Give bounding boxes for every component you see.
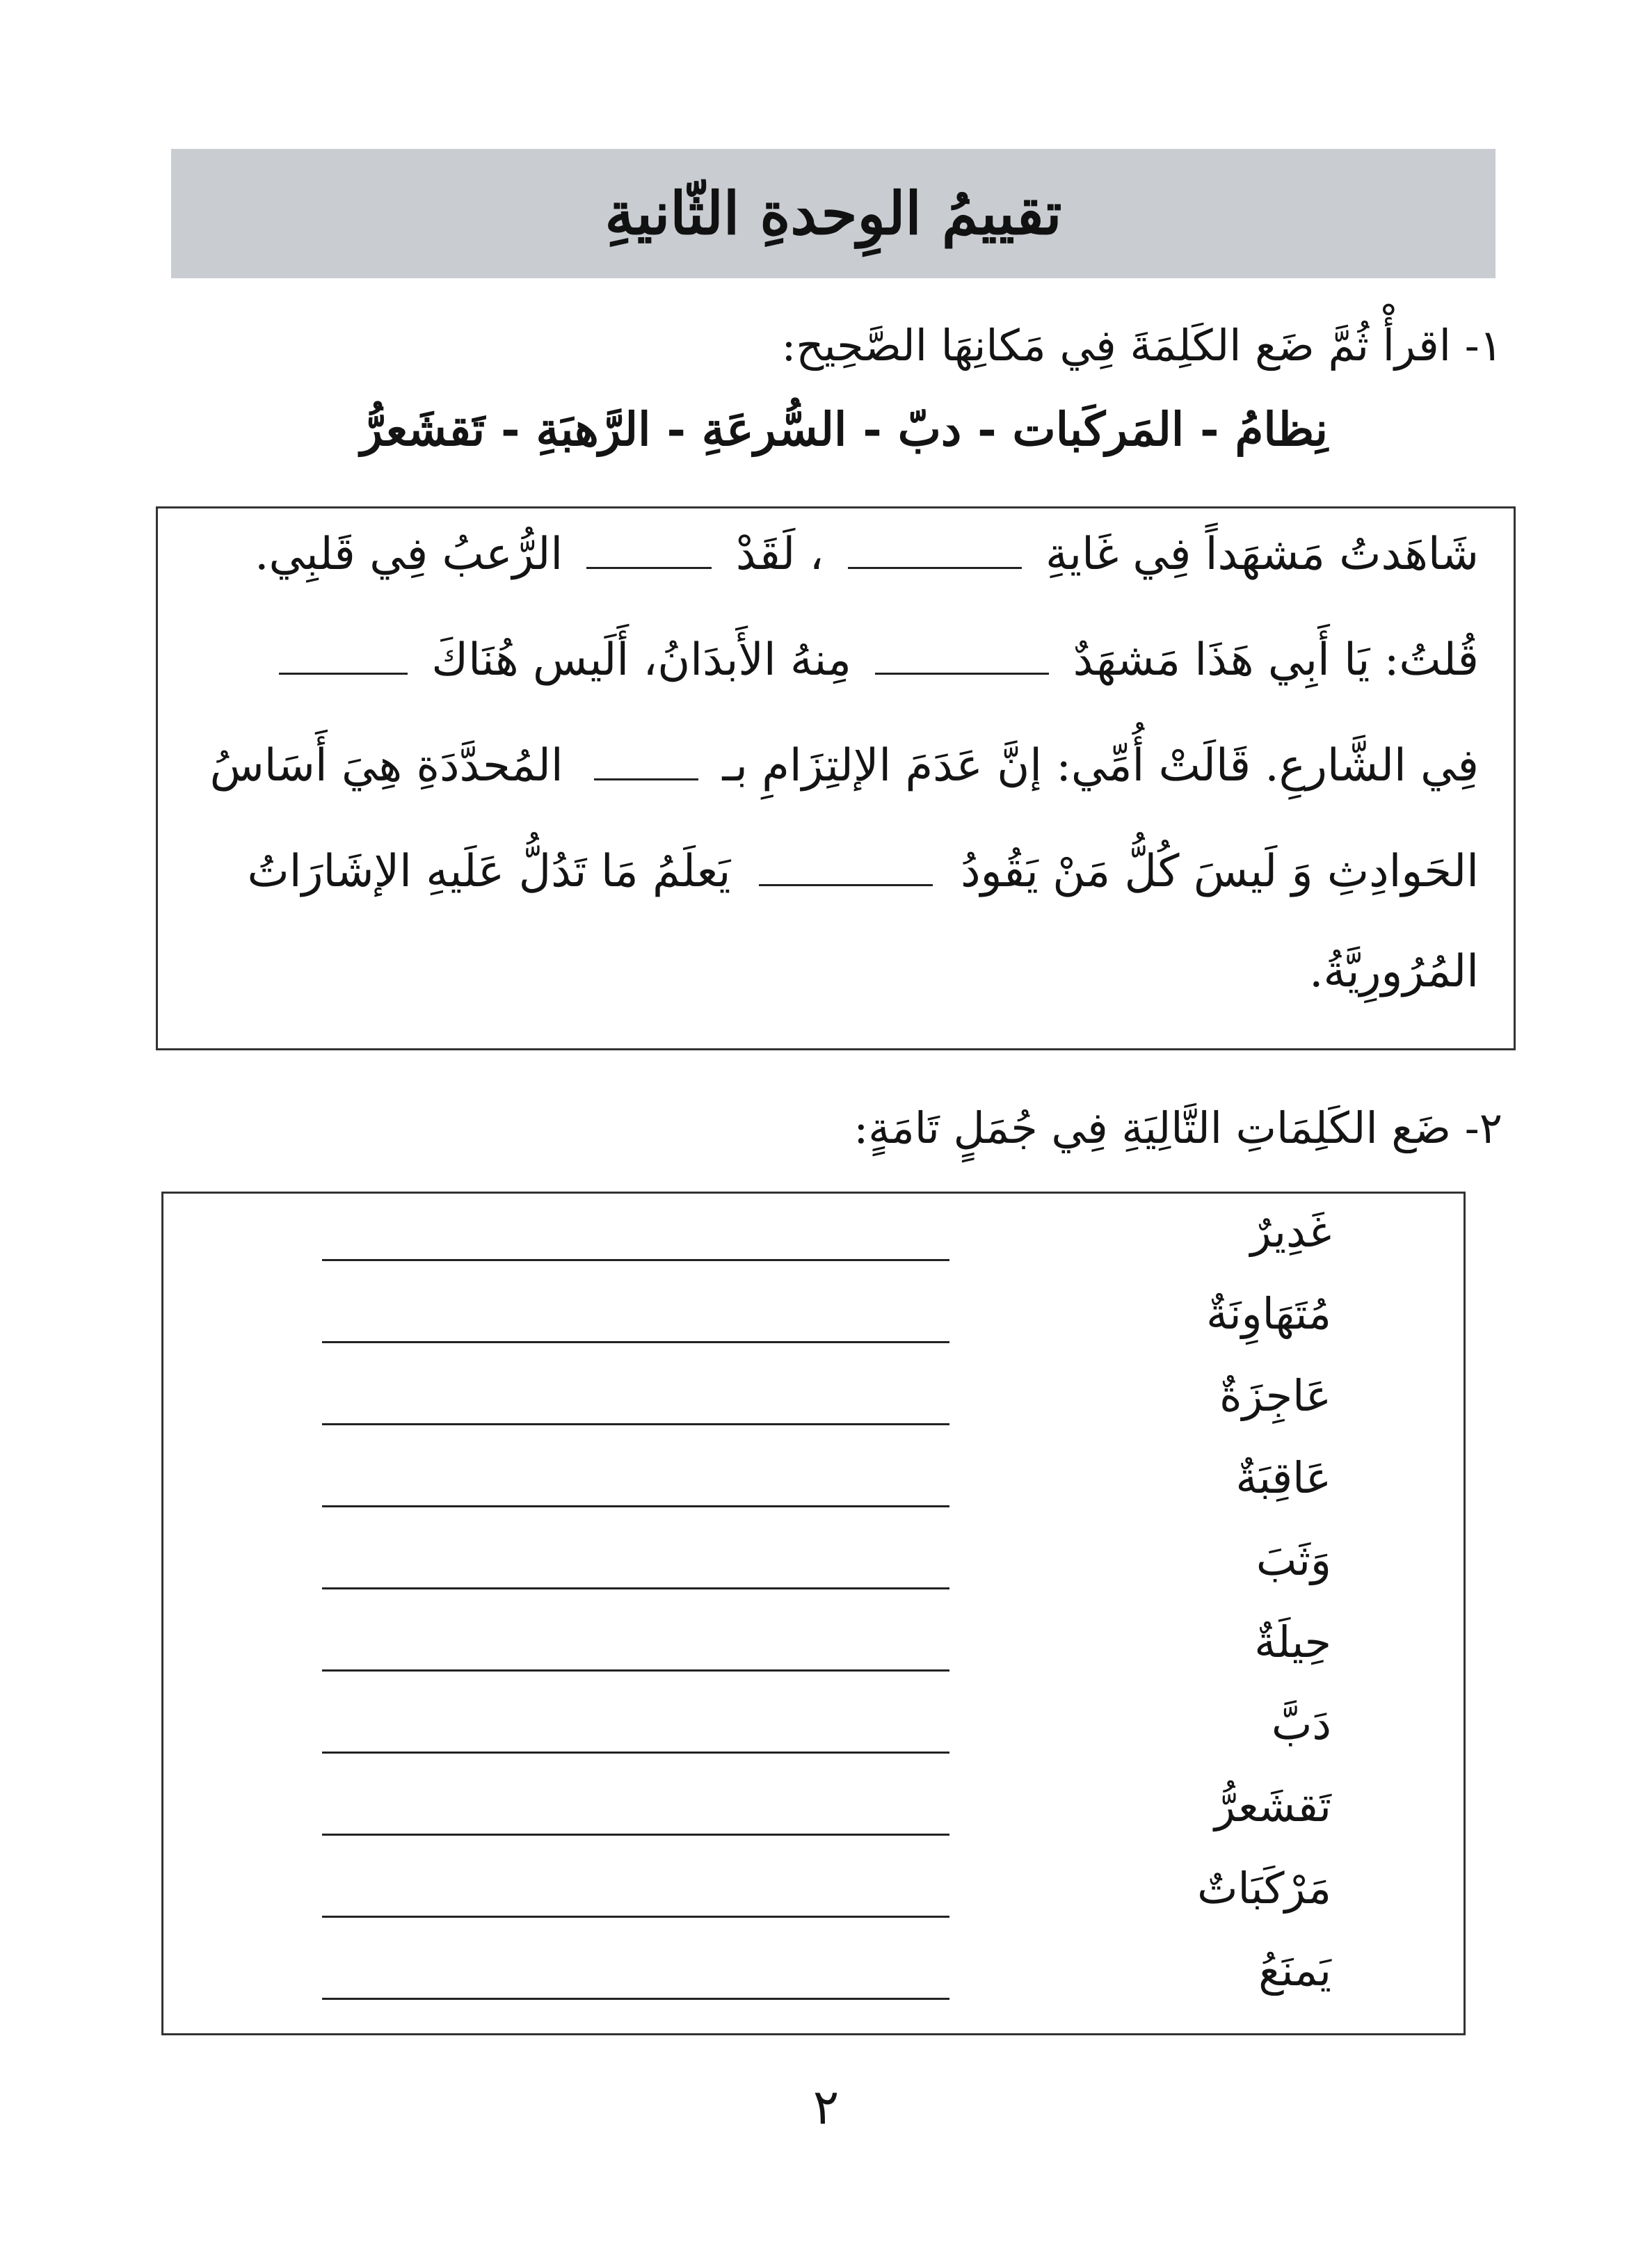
word-row: [163, 1863, 1463, 1945]
passage-line-5: [1309, 945, 1479, 999]
passage-line-1-part-3: الرُّعبُ فِي قَلبِي.: [255, 529, 563, 580]
passage-line-2-part-1: قُلتُ: يَا أَبِي هَذَا مَشهَدٌ: [1073, 634, 1479, 686]
blank-5[interactable]: [594, 734, 698, 780]
blank-6[interactable]: [759, 840, 933, 886]
word-label: مُتَهَاوِنَةٌ: [1206, 1288, 1331, 1339]
title-banner: [171, 149, 1495, 278]
answer-line[interactable]: [322, 1916, 949, 1918]
answer-line[interactable]: [322, 1752, 949, 1754]
word-row: [163, 1617, 1463, 1699]
word-row: [163, 1206, 1463, 1288]
word-row: [163, 1288, 1463, 1370]
passage-line-3-part-1: فِي الشَّارعِ. قَالَتْ أُمِّي: إنَّ عَدَمَ الإلتِزَامِ بـ: [722, 740, 1479, 792]
passage-line-4: [248, 840, 1479, 899]
word-row: [163, 1781, 1463, 1863]
word-bank: نِظامُ - المَركَبات - دبّ - السُّرعَةِ - الرَّهبَةِ - تَقشَعرُّ: [360, 402, 1328, 456]
question-2-instruction: ٢- ضَع الكَلِمَاتِ التَّالِيَةِ فِي جُمَلٍ تَامَةٍ:: [853, 1103, 1502, 1153]
passage-line-4-part-2: يَعلَمُ مَا تَدُلُّ عَلَيهِ الإشَارَاتُ: [247, 846, 731, 897]
blank-3[interactable]: [875, 628, 1049, 675]
passage-line-2-part-2: مِنهُ الأَبدَانُ، أَلَيس هُنَاكَ: [431, 634, 851, 686]
passage-line-1-part-2: ، لَقَدْ: [735, 529, 824, 580]
passage-line-4-part-1: الحَوادِثِ وَ لَيسَ كُلُّ مَنْ يَقُودُ: [961, 846, 1479, 897]
answer-line[interactable]: [322, 1423, 949, 1425]
blank-2[interactable]: [586, 522, 712, 569]
answer-line[interactable]: [322, 1669, 949, 1672]
word-label: تَقشَعرُّ: [1214, 1781, 1331, 1832]
answer-line[interactable]: [322, 1259, 949, 1261]
passage-line-1: [255, 522, 1479, 582]
passage-line-5-part-1: المُرُورِيَّةُ.: [1309, 946, 1479, 997]
word-row: [163, 1534, 1463, 1617]
word-label: عَاقِبَةٌ: [1235, 1452, 1331, 1503]
passage-line-1-part-1: شَاهَدتُ مَشهَداً فِي غَايةِ: [1045, 529, 1479, 580]
word-label: مَرْكَبَاتٌ: [1197, 1863, 1331, 1914]
answer-line[interactable]: [322, 1341, 949, 1343]
word-row: [163, 1370, 1463, 1452]
word-label: وَثَبَ: [1256, 1534, 1331, 1585]
passage-line-3-part-2: المُحدَّدَةِ هِيَ أَسَاسُ: [209, 740, 563, 792]
passage-box: [156, 506, 1516, 1050]
word-label: عَاجِزَةٌ: [1219, 1370, 1331, 1421]
blank-1[interactable]: [848, 522, 1022, 569]
blank-4[interactable]: [279, 628, 408, 675]
word-row: [163, 1945, 1463, 2027]
passage-line-3: [210, 734, 1479, 793]
answer-line[interactable]: [322, 1587, 949, 1589]
passage-line-2: [269, 628, 1479, 687]
word-label: حِيلَةٌ: [1254, 1617, 1331, 1667]
word-label: غَدِيرٌ: [1250, 1206, 1331, 1257]
answer-line[interactable]: [322, 1834, 949, 1836]
question-1-instruction: ١- اقرأْ ثُمَّ ضَع الكَلِمَةَ فِي مَكانِهَا الصَّحِيح:: [781, 320, 1502, 371]
word-label: يَمنَعُ: [1258, 1945, 1331, 1996]
page-title: تقييمُ الوِحدةِ الثّانيةِ: [604, 179, 1062, 248]
answer-line[interactable]: [322, 1505, 949, 1507]
word-row: [163, 1699, 1463, 1781]
sentences-box: [161, 1192, 1466, 2035]
page-number: ٢: [812, 2078, 840, 2135]
word-row: [163, 1452, 1463, 1534]
answer-line[interactable]: [322, 1998, 949, 2000]
word-label: دَبَّ: [1272, 1699, 1331, 1749]
